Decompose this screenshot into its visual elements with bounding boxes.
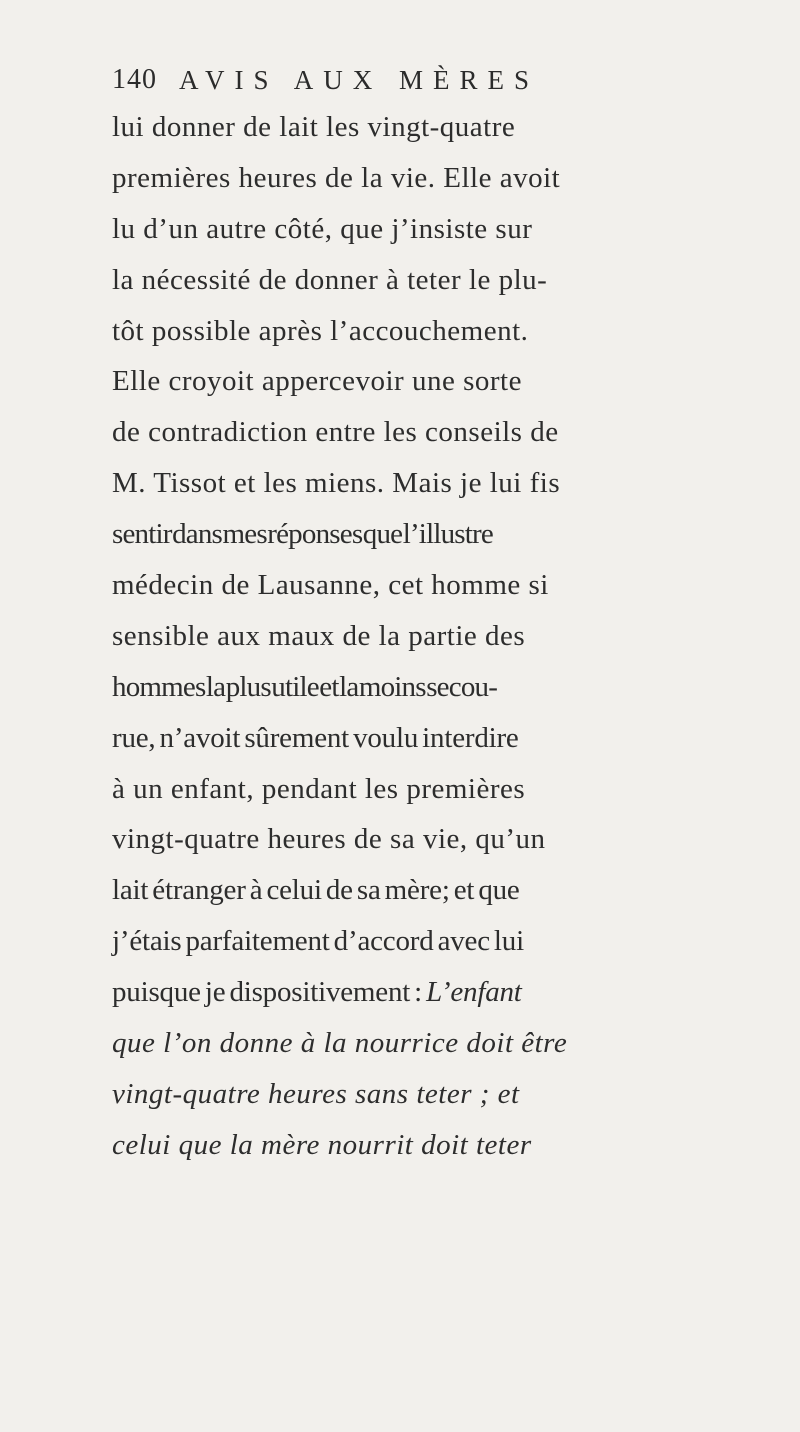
page-number: 140 [112,64,157,95]
text-line: lu d’un autre côté, que j’insiste sur [112,212,533,245]
text-line: à un enfant, pendant les premières [112,772,526,805]
text-line: sensible aux maux de la partie des [112,619,526,652]
italic-text-line: vingt-quatre heures sans teter ; et [112,1077,520,1110]
text-line: lui donner de lait les vingt-quatre [112,111,516,143]
text-line: Elle croyoit appercevoir une sorte [112,365,522,398]
text-line: hommes la plus utile et la moins secou- [112,670,498,703]
text-line: de contradiction entre les conseils de [112,416,559,449]
text-line: lait étranger à celui de sa mère; et que [112,874,520,907]
text-line: médecin de Lausanne, cet homme si [112,569,549,602]
page-header [112,60,672,100]
text-segment-italic: L’enfant [426,976,522,1009]
italic-text-line: celui que la mère nourrit doit teter [112,1128,532,1161]
text-line: la nécessité de donner à teter le plu- [112,263,548,296]
text-line: rue, n’avoit sûrement voulu interdire [112,721,519,754]
text-line: j’étais parfaitement d’accord avec lui [112,925,524,958]
text-line: premières heures de la vie. Elle avoit [112,161,561,194]
text-line: M. Tissot et les miens. Mais je lui fis [112,467,561,500]
text-line-mixed [112,967,782,1018]
body-text [112,102,782,1171]
text-segment-roman: puisque je dispositivement : [112,976,427,1009]
running-head: AVIS AUX MÈRES [179,64,540,95]
text-line: vingt-quatre heures de sa vie, qu’un [112,823,546,856]
italic-text-line: que l’on donne à la nourrice doit être [112,1027,568,1060]
text-line: tôt possible après l’accouchement. [112,314,529,347]
text-line: sentir dans mes réponses que l’illustre [112,518,493,551]
